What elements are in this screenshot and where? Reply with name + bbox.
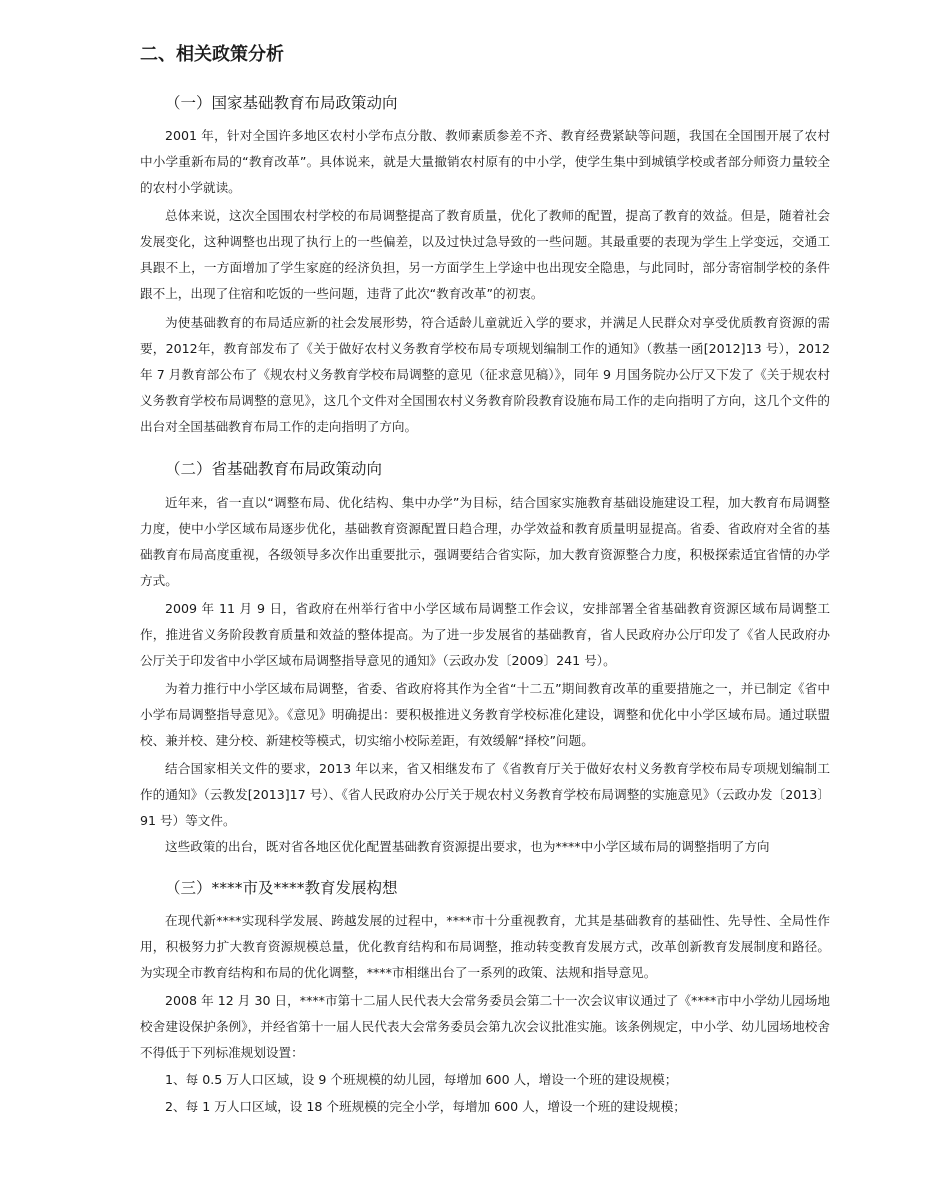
paragraph: 为着力推行中小学区域布局调整，省委、省政府将其作为全省“十二五”期间教育改革的重要措施之一，并已制定《省中小学布局调整指导意见》。《意见》明确提出：要积极推进义务教育学校标准化建设，调整和优化中小学区域布局。通过联盟校、兼并校、建分校、新建校等模式，切实缩小校际差距，有效缓解“择校”问题。	[140, 681, 830, 748]
paragraph: 2008 年 12 月 30 日，****市第十二届人民代表大会常务委员会第二十一次会议审议通过了《****市中小学幼儿园场地校舍建设保护条例》，并经省第十一届人民代表大会常务委员会第九次会议批准实施。该条例规定，中小学、幼儿园场地校舍不得低于下列标准规划设置：	[140, 993, 830, 1060]
paragraph: 近年来，省一直以“调整布局、优化结构、集中办学”为目标，结合国家实施教育基础设施建设工程，加大教育布局调整力度，使中小学区域布局逐步优化，基础教育资源配置日趋合理，办学效益和教育质量明显提高。省委、省政府对全省的基础教育布局高度重视，各级领导多次作出重要批示，强调要结合省实际，加大教育资源整合力度，积极探索适宜省情的办学方式。	[140, 495, 830, 588]
list-item: 1、每 0.5 万人口区域，设 9 个班规模的幼儿园，每增加 600 人，增设一个班的建设规模；	[165, 1072, 678, 1087]
paragraph: 2001 年，针对全国许多地区农村小学布点分散、教师素质参差不齐、教育经费紧缺等问题，我国在全国围开展了农村中小学重新布局的“教育改革”。具体说来，就是大量撤销农村原有的中小学，使学生集中到城镇学校或者部分师资力量较全的农村小学就读。	[140, 128, 830, 195]
subsection-heading-1: （一）国家基础教育布局政策动向	[165, 94, 398, 112]
list-item: 2、每 1 万人口区域，设 18 个班规模的完全小学，每增加 600 人，增设一个班的建设规模；	[165, 1099, 686, 1114]
paragraph: 结合国家相关文件的要求，2013 年以来，省又相继发布了《省教育厅关于做好农村义务教育学校布局专项规划编制工作的通知》（云教发[2013]17 号）、《省人民政府办公厅关于规农村义务教育学校布局调整的实施意见》（云政办发〔2013〕91 号）等文件。	[140, 761, 830, 828]
paragraph: 总体来说，这次全国围农村学校的布局调整提高了教育质量，优化了教师的配置，提高了教育的效益。但是，随着社会发展变化，这种调整也出现了执行上的一些偏差，以及过快过急导致的一些问题。其最重要的表现为学生上学变远，交通工具跟不上，一方面增加了学生家庭的经济负担，另一方面学生上学途中也出现安全隐患，与此同时，部分寄宿制学校的条件跟不上，出现了住宿和吃饭的一些问题，违背了此次“教育改革”的初衷。	[140, 208, 830, 301]
paragraph: 这些政策的出台，既对省各地区优化配置基础教育资源提出要求，也为****中小学区域布局的调整指明了方向	[165, 839, 770, 854]
paragraph: 2009 年 11 月 9 日，省政府在州举行省中小学区域布局调整工作会议，安排部署全省基础教育资源区域布局调整工作，推进省义务阶段教育质量和效益的整体提高。为了进一步发展省的基础教育，省人民政府办公厅印发了《省人民政府办公厅关于印发省中小学区域布局调整指导意见的通知》（云政办发〔2009〕241 号）。	[140, 601, 830, 668]
subsection-heading-2: （二）省基础教育布局政策动向	[165, 460, 383, 478]
subsection-heading-3: （三）****市及****教育发展构想	[165, 879, 398, 897]
paragraph: 在现代新****实现科学发展、跨越发展的过程中，****市十分重视教育，尤其是基础教育的基础性、先导性、全局性作用，积极努力扩大教育资源规模总量，优化教育结构和布局调整，推动转变教育发展方式，改革创新教育发展制度和路径。为实现全市教育结构和布局的优化调整，****市相继出台了一系列的政策、法规和指导意见。	[140, 913, 830, 980]
section-title: 二、相关政策分析	[140, 44, 284, 65]
paragraph: 为使基础教育的布局适应新的社会发展形势，符合适龄儿童就近入学的要求，并满足人民群众对享受优质教育资源的需要，2012年，教育部发布了《关于做好农村义务教育学校布局专项规划编制工作的通知》（教基一函[2012]13 号），2012 年 7 月教育部公布了《规农村义务教育学校布局调整的意见（征求意见稿）》，同年 9 月国务院办公厅又下发了《关于规农村义务教育学校布局调整的意见》，这几个文件对全国围农村义务教育阶段教育设施布局工作的走向指明了方向，这几个文件的出台对全国基础教育布局工作的走向指明了方向。	[140, 315, 830, 434]
